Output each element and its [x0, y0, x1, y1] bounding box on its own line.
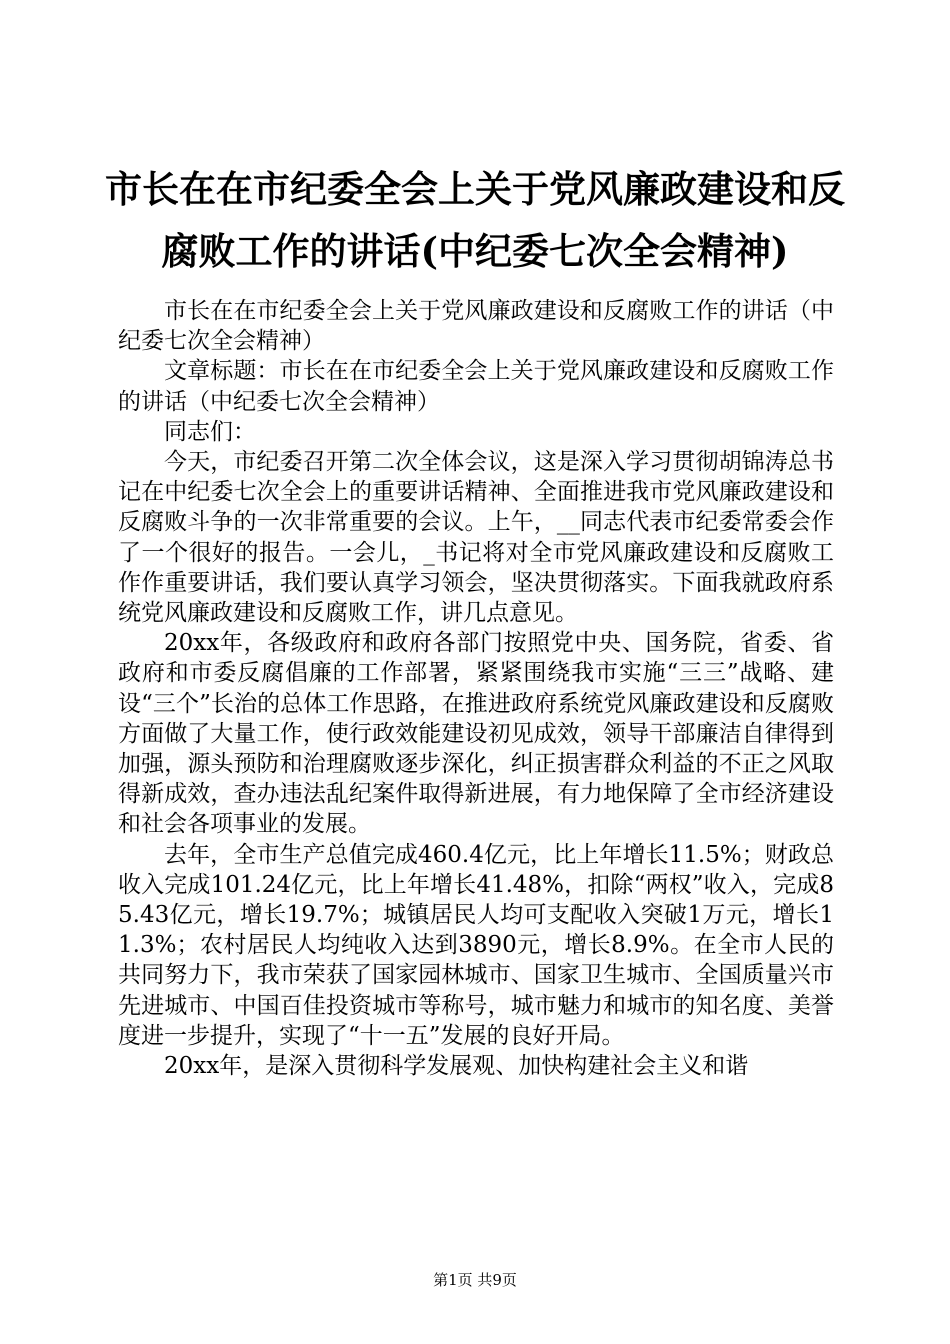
document-title: [100, 158, 850, 282]
paragraph-intro: 今天，市纪委召开第二次全体会议，这是深入学习贯彻胡锦涛总书记在中纪委七次全会上的重要讲话精神、全面推进我市党风廉政建设和反腐败斗争的一次非常重要的会议。上午，__同志代表市纪委常委会作了一个很好的报告。一会儿，_书记将对全市党风廉政建设和反腐败工作作重要讲话，我们要认真学习领会，坚决贯彻落实。下面我就政府系统党风廉政建设和反腐败工作，讲几点意见。: [118, 449, 834, 627]
paragraph-heading-repeat: 市长在在市纪委全会上关于党风廉政建设和反腐败工作的讲话（中纪委七次全会精神）: [118, 298, 834, 355]
title-line-2: 腐败工作的讲话(中纪委七次全会精神): [161, 229, 789, 273]
paragraph-review: 20xx年，各级政府和政府各部门按照党中央、国务院，省委、省政府和市委反腐倡廉的工作部署，紧紧围绕我市实施“三三”战略、建设“三个”长治的总体工作思路，在推进政府系统党风廉政建设和反腐败方面做了大量工作，使行政效能建设初见成效，领导干部廉洁自律得到加强，源头预防和治理腐败逐步深化，纠正损害群众利益的不正之风取得新成效，查办违法乱纪案件取得新进展，有力地保障了全市经济建设和社会各项事业的发展。: [118, 630, 834, 838]
page-number-footer: 第1页 共9页: [433, 1271, 517, 1289]
paragraph-salutation: 同志们：: [164, 418, 256, 445]
paragraph-outlook: 20xx年，是深入贯彻科学发展观、加快构建社会主义和谐: [164, 1053, 749, 1080]
paragraph-statistics: 去年，全市生产总值完成460.4亿元，比上年增长11.5%；财政总收入完成101.24亿元，比上年增长41.48%，扣除“两权”收入，完成85.43亿元，增长19.7%；城镇居民人均可支配收入突破1万元，增长11.3%；农村居民人均纯收入达到3890元，增长8.9%。在全市人民的共同努力下，我市荣获了国家园林城市、国家卫生城市、全国质量兴市先进城市、中国百佳投资城市等称号，城市魅力和城市的知名度、美誉度进一步提升，实现了“十一五”发展的良好开局。: [118, 841, 834, 1049]
paragraph-article-title: 文章标题：市长在在市纪委全会上关于党风廉政建设和反腐败工作的讲话（中纪委七次全会精神）: [118, 358, 834, 415]
document-body: [118, 296, 834, 1081]
title-line-1: 市长在在市纪委全会上关于党风廉政建设和反: [105, 167, 845, 211]
